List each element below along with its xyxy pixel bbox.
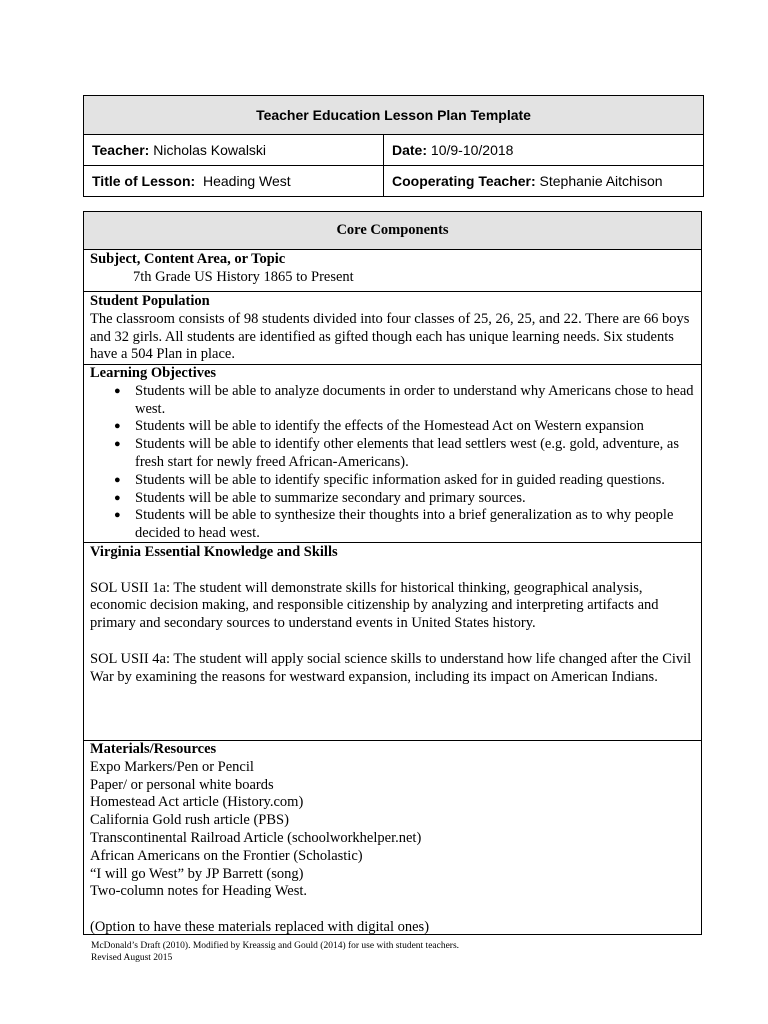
footer-revised: Revised August 2015	[91, 953, 173, 963]
footer-credit: McDonald’s Draft (2010). Modified by Kreassig and Gould (2014) for use with student teachers.	[91, 941, 460, 951]
lesson-title-label: Title of Lesson:	[92, 173, 196, 189]
date-label: Date:	[392, 142, 428, 158]
materials-section	[84, 740, 701, 934]
template-title: Teacher Education Lesson Plan Template	[84, 96, 704, 135]
objective-item: ● Students will be able to identify other elements that lead settlers west (e.g. gold, adventure, as fresh start for newly freed African-Americans).	[135, 436, 695, 472]
materials-heading: Materials/Resources	[90, 741, 217, 757]
objective-item: ● Students will be able to synthesize their thoughts into a brief generalization as to why people decided to head west.	[135, 507, 695, 543]
material-item: Paper/ or personal white boards	[90, 776, 274, 793]
core-components-table	[83, 211, 702, 935]
teacher-label: Teacher:	[92, 142, 150, 158]
date-value: 10/9-10/2018	[430, 142, 514, 158]
population-text: The classroom consists of 98 students divided into four classes of 25, 26, 25, and 22. There are 66 boys and 32 girls. All students are identified as gifted though each has unique learning needs. Six students have a 504 Plan in place.	[90, 310, 690, 363]
subject-text: 7th Grade US History 1865 to Present	[133, 268, 354, 285]
population-heading: Student Population	[90, 293, 210, 309]
virginia-skills-section	[84, 542, 701, 740]
lesson-title-value: Heading West	[202, 173, 291, 189]
objectives-heading: Learning Objectives	[90, 365, 217, 381]
sol-usii-1a: SOL USII 1a: The student will demonstrate skills for historical thinking, geographical analysis, economic decision making, and responsible citizenship by analyzing and interpreting artifacts and primary and secondary sources to understand events in United States history.	[90, 579, 659, 632]
population-section	[84, 291, 701, 364]
material-item: Two-column notes for Heading West.	[90, 883, 308, 900]
objective-item: ● Students will be able to identify the effects of the Homestead Act on Western expansion	[135, 418, 695, 436]
cooperating-teacher-label: Cooperating Teacher:	[392, 173, 536, 189]
cooperating-teacher-cell	[384, 166, 704, 197]
material-item: California Gold rush article (PBS)	[90, 812, 289, 829]
objective-item: ● Students will be able to identify specific information asked for in guided reading questions.	[135, 472, 695, 490]
objectives-section	[84, 364, 701, 542]
date-cell	[384, 135, 704, 166]
teacher-cell	[84, 135, 384, 166]
virginia-heading: Virginia Essential Knowledge and Skills	[90, 544, 338, 560]
cooperating-teacher-value: Stephanie Aitchison	[539, 173, 663, 189]
objective-item: ● Students will be able to summarize secondary and primary sources.	[135, 490, 695, 508]
sol-usii-4a: SOL USII 4a: The student will apply social science skills to understand how life changed after the Civil War by examining the reasons for westward expansion, including its impact on American Indians.	[90, 650, 692, 685]
core-components-title: Core Components	[84, 212, 701, 249]
teacher-value: Nicholas Kowalski	[153, 142, 267, 158]
materials-note: (Option to have these materials replaced with digital ones)	[90, 918, 430, 935]
material-item: Homestead Act article (History.com)	[90, 794, 304, 811]
objectives-list	[90, 383, 695, 543]
page-footer	[91, 940, 459, 964]
subject-heading: Subject, Content Area, or Topic	[90, 251, 286, 267]
material-item: Transcontinental Railroad Article (schoolworkhelper.net)	[90, 829, 422, 846]
material-item: “I will go West” by JP Barrett (song)	[90, 865, 304, 882]
objective-item: ● Students will be able to analyze documents in order to understand why Americans chose to head west.	[135, 383, 695, 419]
subject-section	[84, 249, 701, 291]
material-item: African Americans on the Frontier (Scholastic)	[90, 847, 363, 864]
lesson-header-table	[83, 95, 704, 197]
lesson-title-cell	[84, 166, 384, 197]
material-item: Expo Markers/Pen or Pencil	[90, 758, 254, 775]
